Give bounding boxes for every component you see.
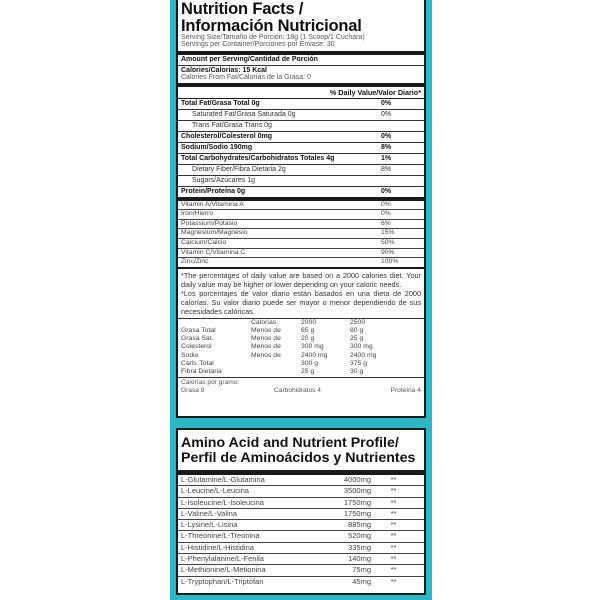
nutrient-row — [178, 187, 424, 197]
nutrient-label: Sodium/Sodio 190mg — [181, 143, 253, 151]
calories: Calories/Calorias: 15 Kcal — [181, 66, 267, 74]
amino-row — [178, 531, 424, 542]
servings-per-container: Servings per Container/Porciones por Envase: 30 — [181, 41, 335, 49]
vitamin-dv: 6% — [381, 219, 391, 227]
ref-cell: Calorías — [251, 318, 277, 326]
ref-cell: 2400 mg — [350, 351, 377, 359]
vitamin-label: Magnesium/Magnesio — [181, 229, 248, 237]
reference-row — [181, 319, 421, 327]
ref-cell: 300 mg — [301, 343, 324, 351]
ref-cell — [251, 368, 301, 376]
reference-row — [181, 335, 421, 343]
nutrition-facts-panel — [176, 0, 426, 418]
ref-cell: Menos de — [251, 335, 281, 343]
vitamin-dv: 90% — [381, 248, 395, 256]
title-es: Información Nutricional — [181, 17, 362, 35]
ref-cell: Colesterol — [181, 343, 212, 351]
ref-cell: 25 g — [301, 368, 315, 375]
nutrient-label: Cholesterol/Colesterol 0mg — [181, 132, 273, 140]
reference-row — [181, 352, 421, 360]
vitamin-label: Vitamin C/Vitamina C — [181, 248, 246, 256]
nutrient-label: Sugars/Azúcares 1g — [192, 176, 256, 184]
vitamin-dv: 0% — [381, 210, 391, 218]
vitamin-row — [178, 229, 424, 239]
nutrient-dv: 8% — [381, 143, 392, 151]
cpg-carbs: Carbohidratos 4 — [274, 387, 321, 395]
vitamin-row — [178, 201, 424, 211]
amino-row — [178, 565, 424, 576]
vitamin-label: Vitamin A/Vitamina A — [181, 200, 244, 208]
vitamin-dv: 15% — [381, 229, 395, 237]
amino-dv: ** — [390, 497, 397, 507]
ref-cell: 65 g — [301, 326, 315, 334]
amino-row — [178, 475, 424, 486]
ref-cell: Menos de — [251, 326, 281, 334]
nutrient-dv: 0% — [381, 110, 392, 118]
vitamin-label: Calcium/Calcio — [181, 239, 227, 246]
nutrient-label: Total Fat/Grasa Total 0g — [181, 99, 260, 107]
daily-value-header: % Daily Value/Valor Diario* — [329, 87, 421, 97]
amino-amount: 335mg — [348, 542, 371, 552]
amino-dv: ** — [390, 486, 397, 496]
nutrient-row — [178, 99, 424, 110]
amino-name: L-Threonine/L-Treonina — [181, 531, 260, 541]
ref-cell: Sodio — [181, 351, 199, 359]
nutrient-row — [178, 143, 424, 154]
reference-row — [181, 360, 421, 368]
ref-cell: 375 g — [350, 359, 368, 367]
amino-acid-panel — [176, 428, 426, 595]
amino-title-en: Amino Acid and Nutrient Profile/ — [181, 435, 399, 451]
nutrient-dv: 0% — [381, 187, 392, 195]
amino-row — [178, 577, 424, 587]
vitamin-row — [178, 210, 424, 220]
ref-cell: 25 g — [350, 335, 364, 343]
cpg-fat: Grasa 9 — [181, 387, 205, 395]
ref-cell: Grasa Sat. — [181, 335, 214, 343]
reference-row — [181, 343, 421, 351]
ref-cell: 300 mg — [350, 343, 373, 351]
ref-cell — [251, 360, 301, 368]
ref-cell: Fibra Dietaria — [181, 368, 222, 375]
nutrient-label: Saturated Fat/Grasa Saturada 0g — [192, 110, 296, 118]
ref-cell: Grasa Total — [181, 326, 216, 334]
amino-name: L-Leucine/L-Leucina — [181, 486, 249, 496]
amino-row — [178, 509, 424, 520]
ref-cell: Menos de — [251, 343, 281, 351]
amino-dv: ** — [390, 565, 397, 575]
ref-cell: 80 g — [350, 326, 364, 334]
amount-label: Amount per Serving/Cantidad de Porción — [181, 55, 318, 63]
amino-dv: ** — [390, 520, 397, 530]
calories-per-gram-values — [181, 387, 421, 395]
nutrient-dv: 1% — [381, 154, 392, 162]
amino-dv: ** — [390, 475, 397, 484]
amino-amount: 75mg — [352, 565, 371, 575]
nutrient-row — [178, 165, 424, 176]
nutrient-dv — [381, 121, 421, 131]
amino-amount: 520mg — [348, 531, 371, 541]
amino-row — [178, 498, 424, 509]
title-en: Nutrition Facts / — [181, 0, 304, 18]
ref-cell: 30 g — [350, 368, 364, 375]
ref-cell: 2400 mg — [301, 351, 328, 359]
amino-dv: ** — [390, 554, 397, 564]
nutrient-row — [178, 110, 424, 121]
amino-amount: 45mg — [352, 576, 371, 586]
cpg-protein: Proteína 4 — [390, 387, 421, 395]
nutrient-dv — [381, 176, 421, 186]
reference-row — [181, 327, 421, 335]
footnote-es: *Los porcentajes de valor diario están basados en una dieta de 2000 calorías. Su valor diario puede ser mayor o menor dependiendo de sus necesidades calóricas. — [178, 289, 424, 319]
vitamin-dv: 100% — [381, 258, 399, 266]
ref-cell: Menos de — [251, 351, 281, 359]
ref-cell: Carb. Total — [181, 359, 214, 367]
nutrient-label: Protein/Proteína 0g — [181, 187, 246, 195]
amino-title — [178, 430, 424, 470]
ref-cell: 2000 — [301, 318, 317, 326]
amino-amount: 1750mg — [343, 508, 371, 518]
vitamin-row — [178, 249, 424, 259]
amino-title-es: Perfil de Aminoácidos y Nutrientes — [181, 450, 416, 466]
vitamin-row — [178, 220, 424, 230]
amino-name: L-Valine/L-Valina — [181, 508, 238, 518]
nutrient-dv: 0% — [381, 99, 392, 107]
amino-dv: ** — [390, 542, 397, 552]
vitamin-label: Zinc/Zinc — [181, 258, 209, 266]
vitamin-row — [178, 239, 424, 249]
calories-per-gram — [178, 378, 424, 396]
vitamin-label: Potassium/Potasio — [181, 219, 238, 227]
amino-row — [178, 543, 424, 554]
amino-dv: ** — [390, 508, 397, 518]
ref-cell: 300 g — [301, 359, 319, 367]
amino-amount: 3500mg — [343, 486, 371, 496]
amino-name: L-Methionine/L-Metionina — [181, 565, 266, 575]
ref-cell — [181, 319, 251, 327]
amino-amount: 140mg — [348, 554, 371, 564]
nutrient-dv: 8% — [381, 165, 392, 173]
amino-amount: 1750mg — [343, 497, 371, 507]
calories-from-fat: Calories From Fat/Calorías de la Grasa: 0 — [181, 74, 311, 82]
amino-dv: ** — [390, 531, 397, 541]
amino-dv: ** — [390, 576, 397, 586]
amino-name: L-Glutamine/L-Glutamina — [181, 475, 265, 484]
vitamin-label: Iron/Hierro — [181, 210, 214, 218]
nutrient-row — [178, 132, 424, 143]
amino-amount: 885mg — [348, 520, 371, 530]
reference-row — [181, 368, 421, 376]
serving-size: Serving Size/Tamaño de Porción: 18g (1 Scoop/1 Cuchara) — [181, 34, 365, 41]
amino-name: L-Histidine/L-Histidina — [181, 542, 254, 552]
nutrient-label: Dietary Fiber/Fibra Dietaria 2g — [192, 165, 286, 173]
reference-table — [178, 319, 424, 378]
ref-cell: 20 g — [301, 335, 315, 343]
calories-per-gram-label: Calorías por gramo: — [181, 379, 240, 387]
nutrient-label: Total Carbohydrates/Carbohidratos Totales 4g — [181, 154, 335, 162]
nutrient-row — [178, 121, 424, 132]
amino-name: L-Tryptophan/L-Triptófan — [181, 576, 264, 586]
nutrient-row — [178, 176, 424, 187]
nutrient-row — [178, 154, 424, 165]
amino-name: L-Phenylalanine/L-Fenila — [181, 554, 264, 564]
amino-amount: 4000mg — [343, 475, 371, 484]
amino-row — [178, 486, 424, 497]
amino-name: L-Isoleucine/L-Isoleucina — [181, 497, 264, 507]
ref-cell: 2500 — [350, 318, 366, 326]
amount-per-serving — [178, 55, 424, 66]
amino-name: L-Lysine/L-Lisina — [181, 520, 238, 530]
footnote-en: *The percentages of daily value are based on a 2000 calories diet. Your daily value may be higher or lower depending on your caloric needs. — [181, 270, 421, 289]
vitamin-dv: 50% — [381, 239, 395, 246]
amino-row — [178, 554, 424, 565]
vitamin-dv: 0% — [381, 200, 391, 208]
amino-row — [178, 520, 424, 531]
nutrient-label: Trans Fat/Grasa Trans 0g — [192, 121, 272, 129]
nutrient-dv: 0% — [381, 132, 392, 140]
vitamin-row — [178, 258, 424, 269]
